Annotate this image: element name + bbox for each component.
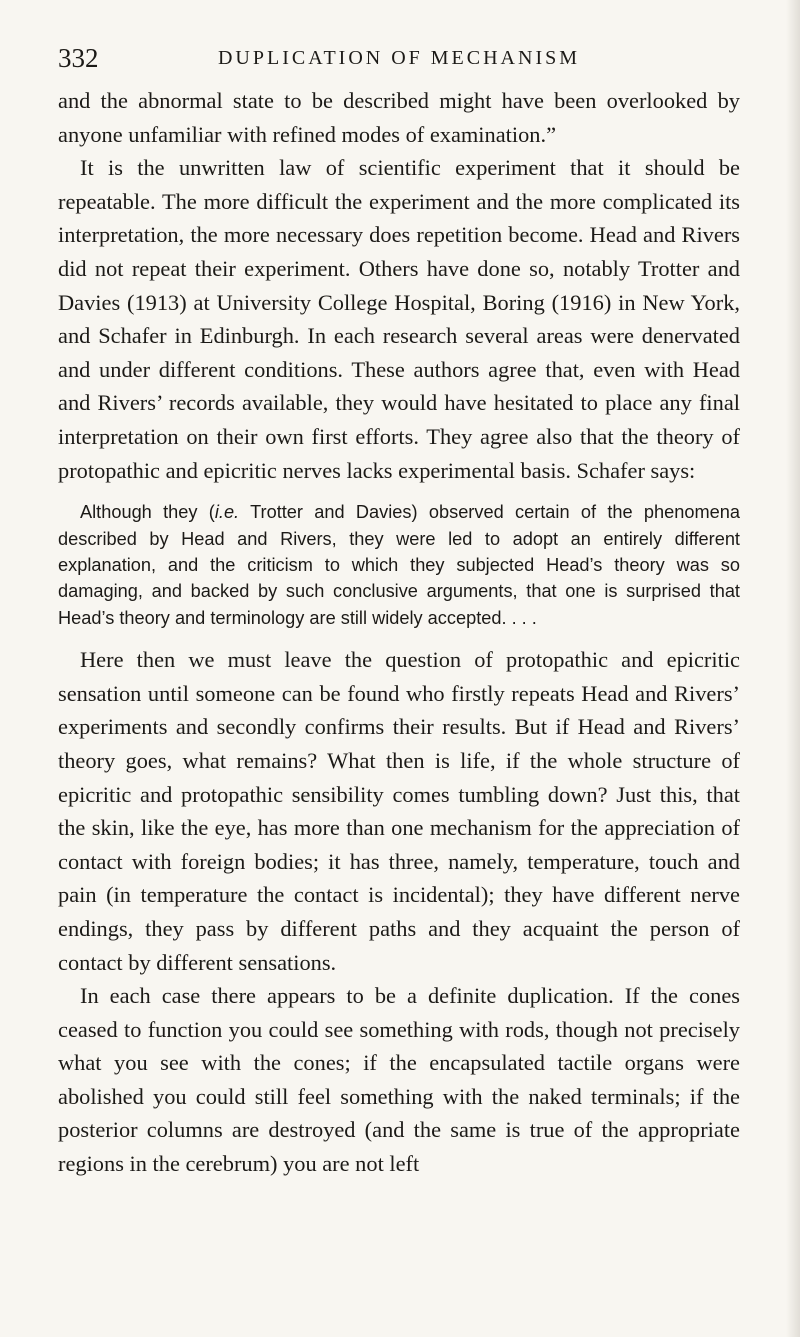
running-head	[58, 42, 740, 84]
quote-text-rest: Trotter and Davies) observed certain of the phenomena described by Head and Rivers, they were led to adopt an entirely different explanation, and the criticism to which they subjected Head’s theory was so damaging, and backed by such conclusive arguments, that one is surprised that Head’s theory and terminology are still widely accepted. . . .	[58, 502, 741, 628]
block-quote-schafer	[58, 499, 740, 631]
running-title: DUPLICATION OF MECHANISM	[217, 47, 581, 69]
quote-text-start: Although they (	[80, 502, 215, 523]
page-number: 332	[58, 43, 99, 73]
paragraph-protopathic-question: Here then we must leave the question of protopathic and epicritic sensation until someone can be found who firstly repeats Head and Rivers’ experiments and secondly confirms their results. But if Head and Rivers’ theory goes, what remains? What then is life, if the whole structure of epicritic and protopathic sensibility comes tumbling down? Just this, that the skin, like the eye, has more than one mechanism for the appreciation of contact with foreign bodies; it has three, namely, temperature, touch and pain (in temperature the contact is incidental); they have different nerve endings, they pass by different paths and they acquaint the person of contact by different sensations.	[58, 647, 740, 975]
paragraph-repeatability: It is the unwritten law of scientific experiment that it should be repeatable. The more difficult the experiment and the more complicated its interpretation, the more necessary does repetition become. Head and Rivers did not repeat their experiment. Others have done so, notably Trotter and Davies (1913) at University College Hospital, Boring (1916) in New York, and Schafer in Edinburgh. In each research several areas were denervated and under different conditions. These authors agree that, even with Head and Rivers’ records available, they would have hesitated to place any final interpretation on their own first efforts. They agree also that the theory of protopathic and epicritic nerves lacks experimental basis. Schafer says:	[58, 155, 740, 483]
body-text	[58, 84, 740, 1181]
paragraph-continued: and the abnormal state to be described might have been overlooked by anyone unfamiliar with refined modes of examination.”	[58, 88, 740, 147]
paragraph-duplication: In each case there appears to be a definite duplication. If the cones ceased to function you could see something with rods, though not precisely what you see with the cones; if the encapsulated tactile organs were abolished you could still feel something with the naked terminals; if the posterior columns are destroyed (and the same is true of the appropriate regions in the cerebrum) you are not left	[58, 983, 740, 1177]
quote-italic-ie: i.e.	[214, 502, 240, 523]
